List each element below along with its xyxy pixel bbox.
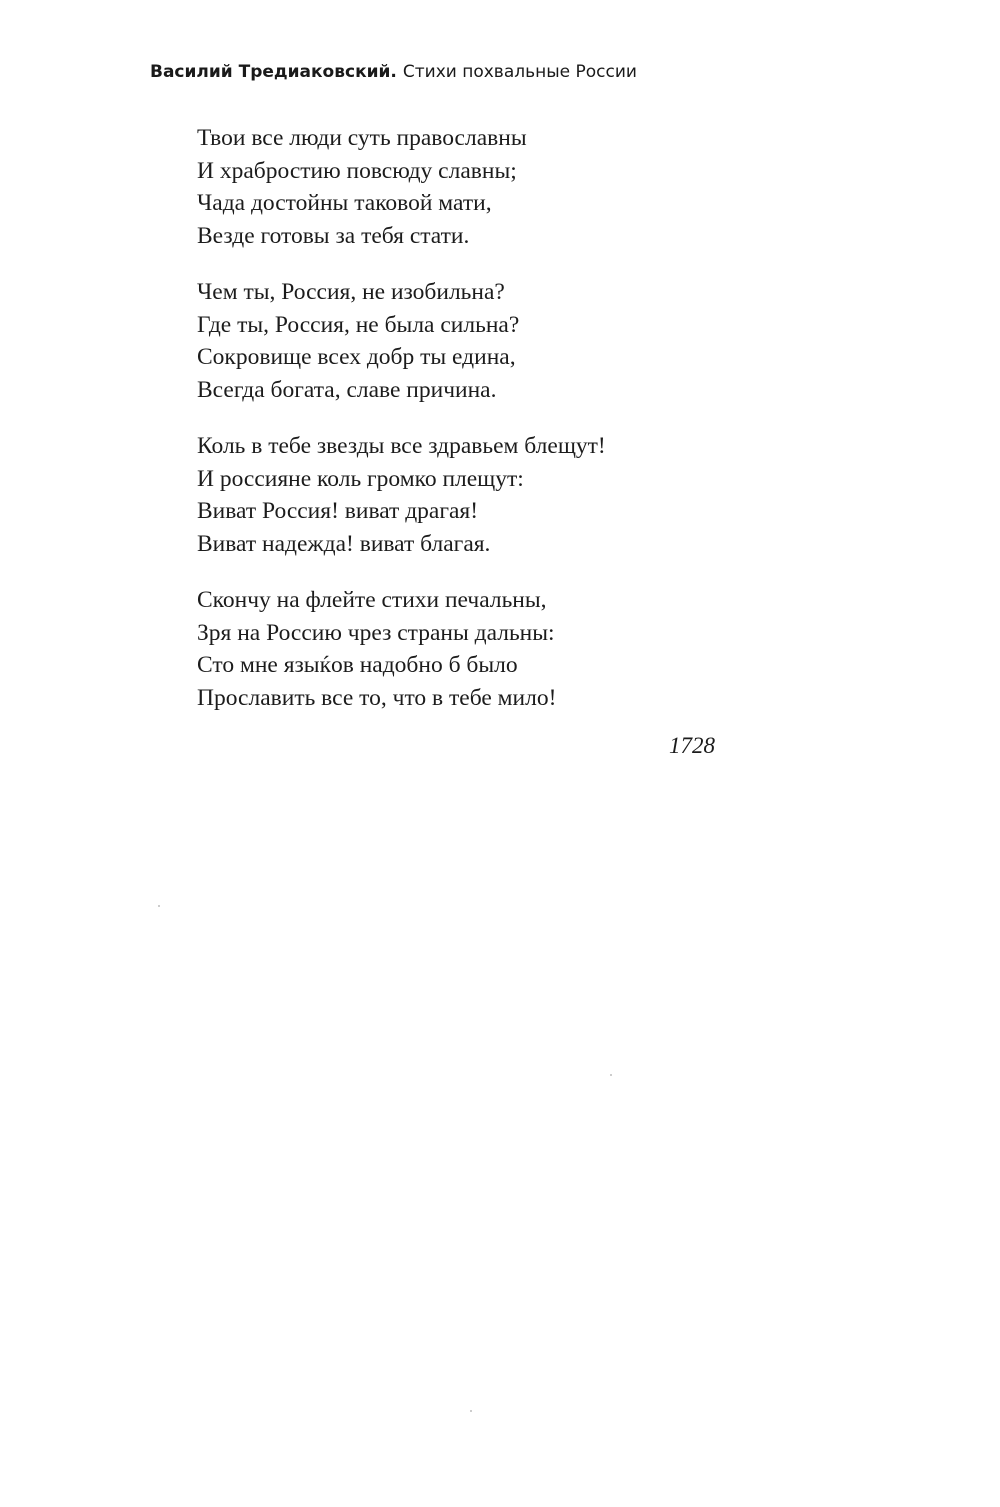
poem-line: Везде готовы за тебя стати. (197, 222, 470, 249)
stanza (197, 276, 606, 406)
poem-line: Твои все люди суть православны (197, 125, 527, 151)
stanza (197, 430, 606, 560)
running-head (150, 62, 637, 82)
author-name: Василий Тредиаковский. (150, 62, 397, 82)
poem-line: Сокровище всех добр ты едина, (197, 344, 516, 370)
poem-line: Зря на Россию чрез страны дальны: (197, 619, 555, 646)
poem-line: Где ты, Россия, не была сильна? (197, 311, 520, 338)
work-title: Стихи похвальные России (402, 62, 637, 82)
poem-line: Коль в тебе звезды все здравьем блещут! (197, 433, 606, 459)
stanza (197, 584, 606, 714)
poem-line: Сто мне языќов надобно б было (197, 652, 518, 678)
poem-line: И храбростию повсюду славны; (197, 157, 517, 184)
scan-speck (158, 905, 160, 907)
poem-line: Виват Россия! виват драгая! (197, 498, 479, 524)
poem-date: 1728 (669, 733, 715, 758)
poem-line: Всегда богата, славе причина. (197, 376, 497, 403)
stanza (197, 122, 606, 252)
poem-line: Чем ты, Россия, не изобильна? (197, 279, 505, 305)
poem-line: Прославить все то, что в тебе мило! (197, 684, 557, 711)
poem-line: И россияне коль громко плещут: (197, 465, 524, 492)
scan-speck (470, 1410, 472, 1412)
poem-line: Виват надежда! виват благая. (197, 530, 491, 557)
poem-line: Чада достойны таковой мати, (197, 190, 492, 216)
scan-speck (610, 1074, 612, 1076)
poem-body (197, 122, 606, 738)
poem-line: Скончу на флейте стихи печальны, (197, 587, 547, 613)
